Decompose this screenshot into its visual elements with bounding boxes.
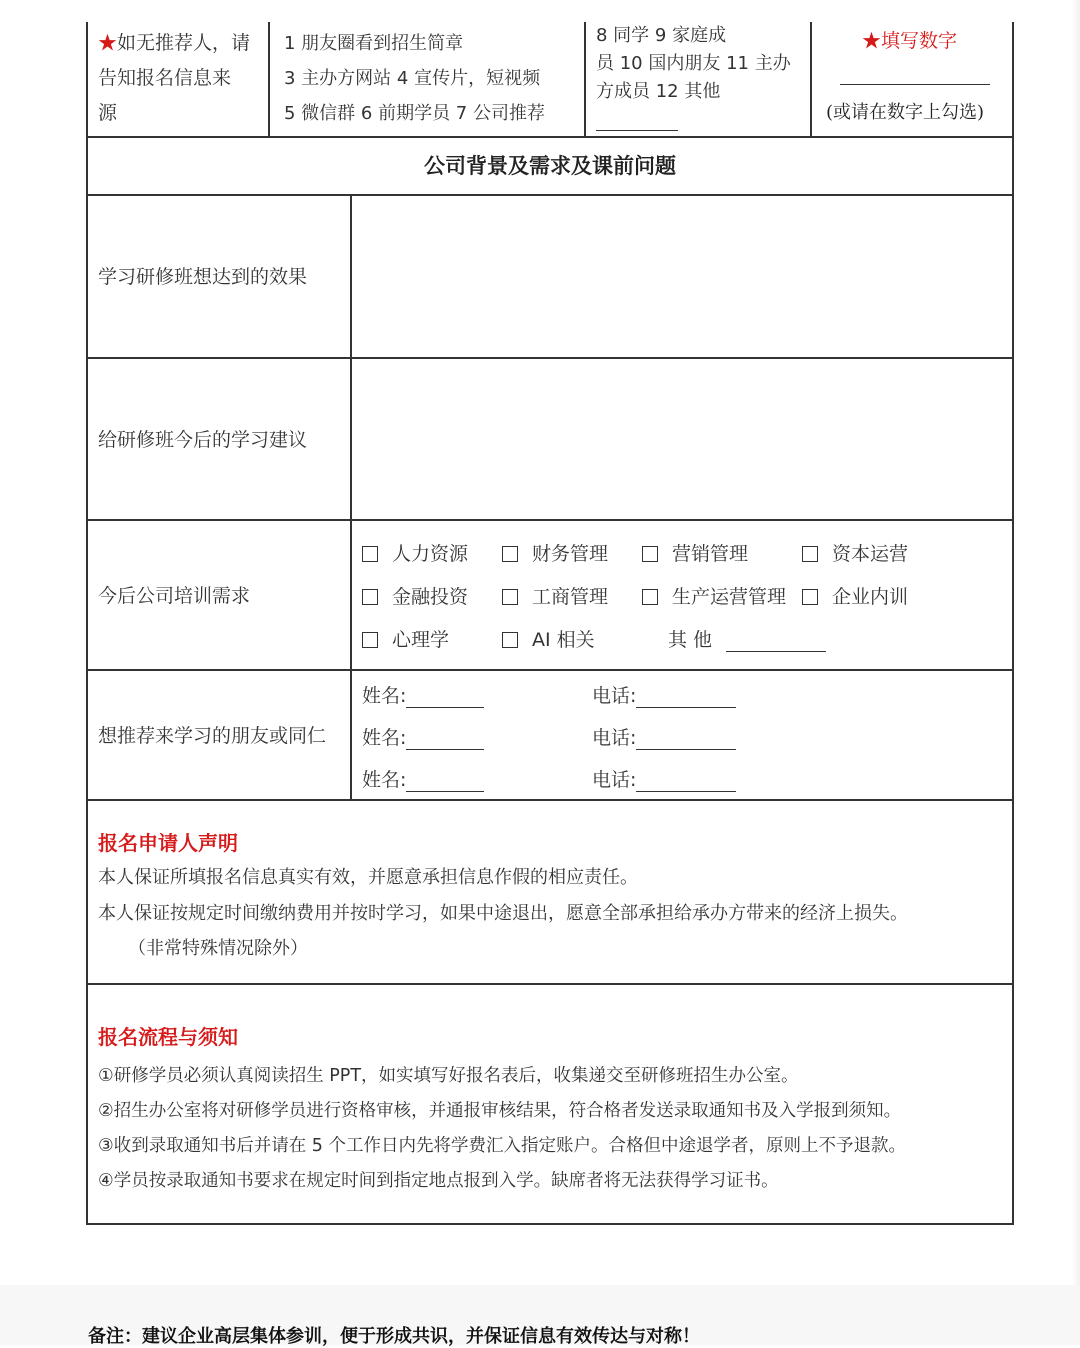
process-line: ②招生办公室将对研修学员进行资格审核，并通报审核结果，符合格者发送录取通知书及入学报到须知。 — [98, 1101, 902, 1121]
training-option[interactable]: 心理学 — [362, 625, 449, 652]
training-option[interactable]: 财务管理 — [502, 539, 608, 566]
bottom-note: 备注：建议企业高层集体参训，便于形成共识，并保证信息有效传达与对称！ — [88, 1326, 700, 1347]
checkbox-icon[interactable] — [362, 632, 378, 648]
checkbox-icon[interactable] — [502, 546, 518, 562]
declaration-line: 本人保证按规定时间缴纳费用并按时学习，如果中途退出，愿意全部承担给承办方带来的经济上损失。 — [98, 903, 908, 924]
source-prompt-line: 如无推荐人，请 — [117, 32, 251, 54]
suggest-input[interactable] — [352, 359, 1012, 519]
goals-row — [88, 196, 1012, 359]
section-title-row — [88, 138, 1012, 196]
suggest-label: 给研修班今后的学习建议 — [98, 429, 308, 451]
source-fill-line[interactable] — [596, 130, 678, 131]
source-prompt-line: 源 — [98, 102, 118, 124]
source-option-line: 3 主办方网站 4 宣传片，短视频 — [284, 68, 541, 89]
training-option[interactable]: 工商管理 — [502, 582, 608, 609]
checkbox-icon[interactable] — [642, 546, 658, 562]
training-label: 今后公司培训需求 — [98, 585, 251, 607]
section-title: 公司背景及需求及课前问题 — [424, 154, 676, 178]
process-line: ③收到录取通知书后并请在 5 个工作日内先将学费汇入指定账户。合格但中途退学者，原则上不予退款。 — [98, 1136, 906, 1156]
friend-phone-input[interactable] — [636, 771, 736, 792]
training-option[interactable]: 生产运营管理 — [642, 582, 786, 609]
friend-name-field[interactable]: 姓名: — [362, 723, 484, 750]
friend-name-field[interactable]: 姓名: — [362, 765, 484, 792]
friends-row — [88, 671, 1012, 801]
star-icon: ★ — [98, 32, 118, 54]
declaration-line: 本人保证所填报名信息真实有效，并愿意承担信息作假的相应责任。 — [98, 867, 638, 888]
star-icon: ★ — [862, 30, 882, 52]
checkbox-icon[interactable] — [802, 589, 818, 605]
source-row — [88, 22, 1012, 138]
friends-label-cell — [88, 671, 352, 799]
friend-phone-input[interactable] — [636, 687, 736, 708]
source-options-col1 — [270, 22, 586, 136]
process-line: ①研修学员必须认真阅读招生 PPT，如实填写好报名表后，收集递交至研修班招生办公室。 — [98, 1066, 799, 1086]
source-fill-cell — [812, 22, 1012, 136]
source-options-col2 — [586, 22, 812, 136]
training-option-other[interactable]: 其 他 — [668, 625, 826, 652]
friend-phone-field[interactable]: 电话: — [592, 723, 736, 750]
friend-name-input[interactable] — [406, 687, 484, 708]
training-options — [352, 521, 1012, 669]
goals-label: 学习研修班想达到的效果 — [98, 266, 308, 288]
checkbox-icon[interactable] — [362, 546, 378, 562]
other-input[interactable] — [726, 651, 826, 652]
friend-phone-input[interactable] — [636, 729, 736, 750]
friend-name-input[interactable] — [406, 771, 484, 792]
source-option-line: 5 微信群 6 前期学员 7 公司推荐 — [284, 103, 545, 124]
friend-name-input[interactable] — [406, 729, 484, 750]
training-option[interactable]: 资本运营 — [802, 539, 908, 566]
friend-name-field[interactable]: 姓名: — [362, 681, 484, 708]
training-option[interactable]: 金融投资 — [362, 582, 468, 609]
process-title: 报名流程与须知 — [98, 1025, 238, 1049]
source-option-line: 方成员 12 其他 — [596, 81, 721, 102]
checkbox-icon[interactable] — [642, 589, 658, 605]
checkbox-icon[interactable] — [502, 589, 518, 605]
goals-input[interactable] — [352, 196, 1012, 357]
goals-label-cell — [88, 196, 352, 357]
source-option-line: 8 同学 9 家庭成 — [596, 25, 727, 46]
checkbox-icon[interactable] — [362, 589, 378, 605]
training-option[interactable]: AI 相关 — [502, 625, 595, 652]
friend-phone-field[interactable]: 电话: — [592, 681, 736, 708]
friends-label: 想推荐来学习的朋友或同仁 — [98, 725, 327, 747]
friend-phone-field[interactable]: 电话: — [592, 765, 736, 792]
fill-hint: (或请在数字上勾选) — [826, 102, 985, 123]
fill-number-label: 填写数字 — [881, 30, 958, 52]
checkbox-icon[interactable] — [502, 632, 518, 648]
checkbox-icon[interactable] — [802, 546, 818, 562]
process-row — [88, 985, 1012, 1223]
training-option[interactable]: 营销管理 — [642, 539, 748, 566]
training-option[interactable]: 企业内训 — [802, 582, 908, 609]
page-edge — [1072, 0, 1080, 1285]
suggest-row — [88, 359, 1012, 521]
suggest-label-cell — [88, 359, 352, 519]
process-line: ④学员按录取通知书要求在规定时间到指定地点报到入学。缺席者将无法获得学习证书。 — [98, 1171, 779, 1191]
source-option-line: 员 10 国内朋友 11 主办 — [596, 53, 791, 74]
source-prompt-line: 告知报名信息来 — [98, 67, 232, 89]
registration-form — [86, 22, 1014, 1225]
source-option-line: 1 朋友圈看到招生简章 — [284, 33, 464, 54]
source-prompt-cell — [88, 22, 270, 136]
training-option[interactable]: 人力资源 — [362, 539, 468, 566]
fill-number-input[interactable] — [840, 84, 990, 85]
declaration-line: （非常特殊情况除外） — [128, 938, 308, 959]
declaration-title: 报名申请人声明 — [98, 831, 238, 855]
training-label-cell — [88, 521, 352, 669]
declaration-row — [88, 801, 1012, 985]
training-row — [88, 521, 1012, 671]
friends-fields — [352, 671, 1012, 799]
